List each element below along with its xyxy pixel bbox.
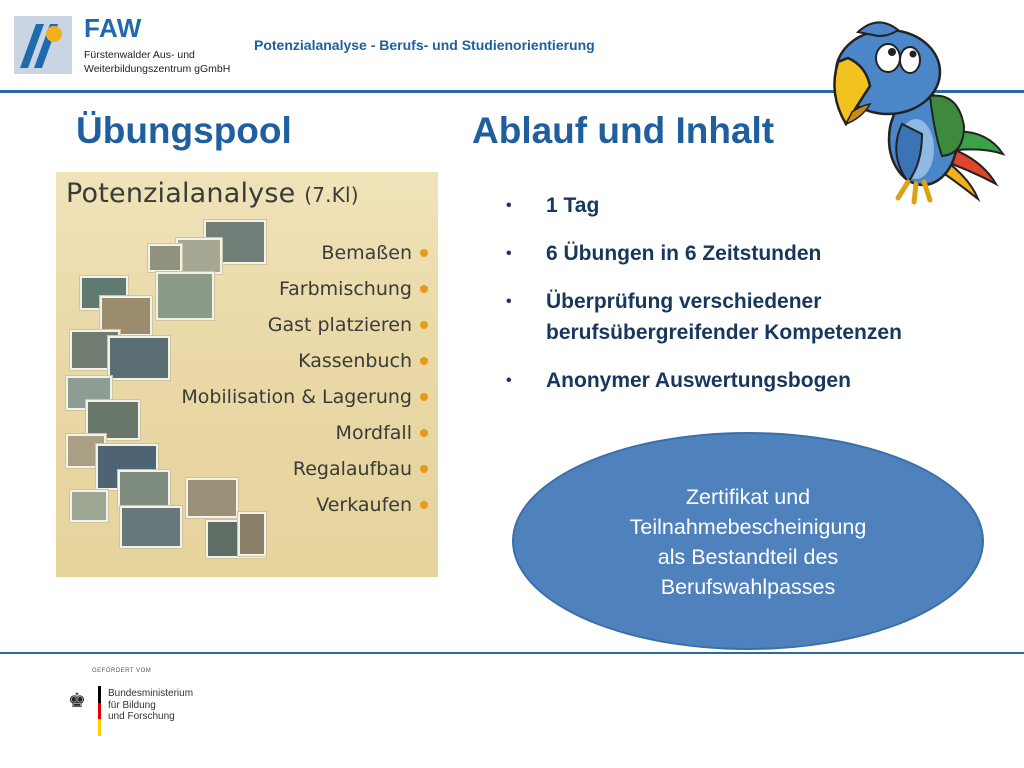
list-item (506, 238, 996, 269)
poster-item-label: Bemaßen (321, 242, 412, 264)
poster-item (279, 278, 428, 300)
list-item-text: Anonymer Auswertungsbogen (546, 369, 851, 392)
poster-item-label: Regalaufbau (292, 458, 412, 480)
bullet-dot-icon (420, 393, 428, 401)
logo-subtitle (84, 48, 230, 76)
poster-item-label: Mordfall (335, 422, 412, 444)
federal-eagle-icon: ♚ (68, 690, 86, 712)
poster-item-label: Mobilisation & Lagerung (181, 386, 412, 408)
poster-photo (56, 172, 438, 577)
logo-subtitle-line-1: Fürstenwalder Aus- und (84, 49, 195, 61)
poster-item (181, 386, 428, 408)
list-item-text: 1 Tag (546, 194, 600, 217)
list-item (506, 286, 996, 348)
poster-item (321, 242, 428, 264)
poster-item (293, 458, 428, 480)
poster-title-text: Potenzialanalyse (66, 178, 296, 209)
poster-thumbnail (118, 470, 170, 508)
header-title: Potenzialanalyse - Berufs- und Studienorientierung (254, 37, 595, 53)
german-flag-icon (98, 686, 101, 736)
list-item (506, 365, 996, 396)
sponsor-name (108, 688, 193, 723)
bullet-dot-icon (420, 429, 428, 437)
poster-thumbnail (186, 478, 238, 518)
poster-item-label: Farbmischung (278, 278, 412, 300)
list-item-text: 6 Übungen in 6 Zeitstunden (546, 242, 822, 265)
logo-subtitle-line-2: Weiterbildungszentrum gGmbH (84, 63, 231, 75)
poster-class-label: (7.Kl) (304, 183, 359, 207)
content-bullet-list (506, 190, 996, 413)
bullet-icon: • (506, 197, 512, 214)
poster-item-label: Verkaufen (316, 494, 412, 516)
poster-thumbnail (176, 238, 222, 274)
sponsor-name-line-1: Bundesministerium (108, 688, 194, 699)
poster-item (298, 350, 428, 372)
sponsor-caption: GEFÖRDERT VOM (92, 668, 152, 674)
poster-item (316, 494, 428, 516)
poster-item-label: Kassenbuch (298, 350, 412, 372)
poster-thumbnail (120, 506, 182, 548)
bullet-icon: • (506, 245, 512, 262)
bullet-dot-icon (420, 285, 428, 293)
bullet-dot-icon (420, 501, 428, 509)
footer-divider (0, 652, 1024, 654)
bullet-dot-icon (420, 465, 428, 473)
bullet-dot-icon (420, 249, 428, 257)
list-item-text: Überprüfung verschiedener berufsübergreifender Kompetenzen (546, 290, 902, 344)
logo-wordmark: FAW (84, 13, 142, 43)
poster-thumbnail (238, 512, 266, 556)
faw-logo-icon (14, 16, 72, 74)
bullet-dot-icon (420, 357, 428, 365)
certificate-text (595, 482, 901, 602)
sponsor-name-line-2: für Bildung (108, 699, 156, 711)
poster-thumbnail (108, 336, 170, 380)
poster-item (336, 422, 428, 444)
parrot-mascot-icon (818, 14, 1008, 210)
section-heading-uebungspool: Übungspool (76, 110, 292, 151)
sponsor-name-line-3: und Forschung (108, 711, 175, 722)
poster-thumbnail (70, 490, 108, 522)
certificate-line-1: Zertifikat und (685, 485, 811, 509)
certificate-line-4: Berufswahlpasses (660, 575, 836, 599)
list-item (506, 190, 996, 221)
certificate-line-2: Teilnahmebescheinigung (629, 515, 867, 539)
poster-item-label: Gast platzieren (267, 314, 412, 336)
poster-thumbnail (156, 272, 214, 320)
certificate-line-3: als Bestandteil des (657, 545, 839, 569)
poster-item (268, 314, 428, 336)
bullet-dot-icon (420, 321, 428, 329)
poster-title (66, 178, 359, 209)
bullet-icon: • (506, 372, 512, 389)
poster-thumbnail (148, 244, 182, 272)
section-heading-ablauf: Ablauf und Inhalt (472, 110, 775, 151)
bullet-icon: • (506, 293, 512, 310)
